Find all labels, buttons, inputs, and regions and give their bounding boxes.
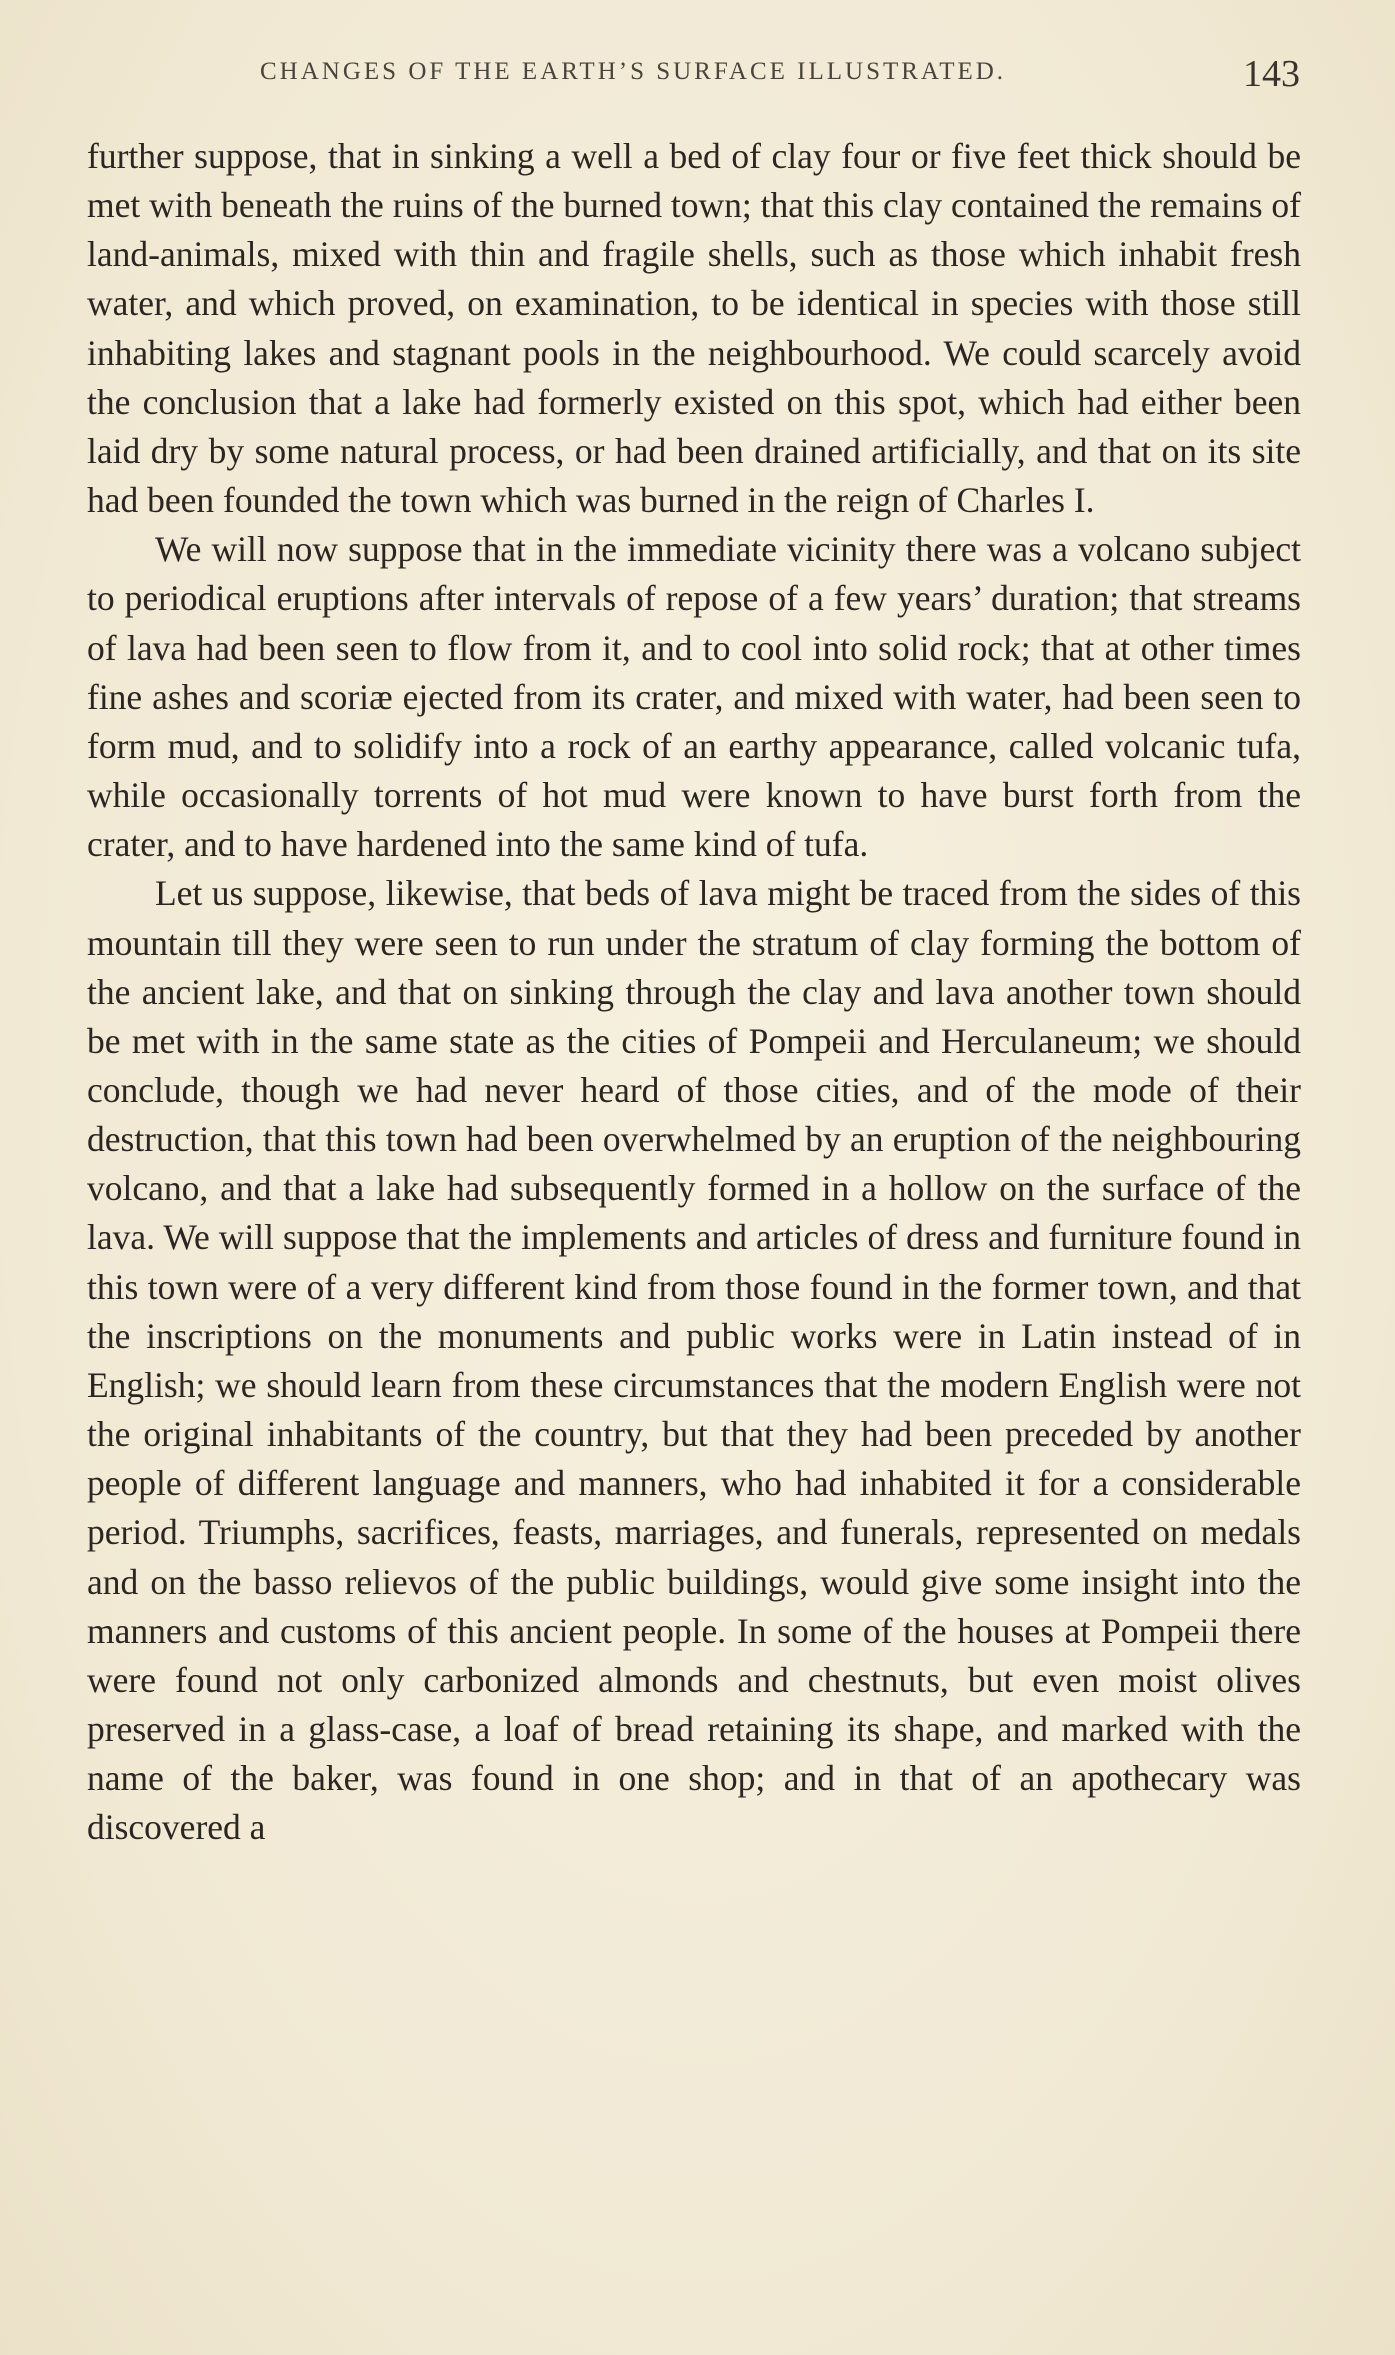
running-head [90,52,1300,102]
paragraph-volcano: We will now suppose that in the immediate vicinity there was a volcano subject to periodical eruptions after intervals of repose of a few years’ duration; that streams of lava had been seen to flow from it, and to cool into solid rock; that at other times fine ashes and scoriæ ejected from its crater, and mixed with water, had been seen to form mud, and to solidify into a rock of an earthy appearance, called volcanic tufa, while occasionally torrents of hot mud were known to have burst forth from the crater, and to have hardened into the same kind of tufa. [87,529,1301,865]
paragraph-continuation: further suppose, that in sinking a well a bed of clay four or five feet thick should be met with beneath the ruins of the burned town; that this clay contained the remains of land-animals, mixed with thin and fragile shells, such as those which inhabit fresh water, and which proved, on examination, to be identical in species with those still inhabiting lakes and stagnant pools in the neighbourhood. We could scarcely avoid the conclusion that a lake had formerly existed on this spot, which had either been laid dry by some natural process, or had been drained artificially, and that on its site had been founded the town which was burned in the reign of Charles I. [87,136,1301,521]
body-text [87,132,1301,1852]
paragraph-pompeii: Let us suppose, likewise, that beds of lava might be traced from the sides of this mountain till they were seen to run under the stratum of clay forming the bottom of the ancient lake, and that on sinking through the clay and lava another town should be met with in the same state as the cities of Pompeii and Herculaneum; we should conclude, though we had never heard of those cities, and of the mode of their destruction, that this town had been overwhelmed by an eruption of the neighbouring volcano, and that a lake had subsequently formed in a hollow on the surface of the lava. We will suppose that the implements and articles of dress and furniture found in this town were of a very different kind from those found in the former town, and that the inscriptions on the monuments and public works were in Latin instead of in English; we should learn from these circumstances that the modern English were not the original inhabitants of the country, but that they had been preceded by another people of different language and manners, who had inhabited it for a considerable period. Triumphs, sacrifices, feasts, marriages, and funerals, represented on medals and on the basso relievos of the public buildings, would give some insight into the manners and customs of this ancient people. In some of the houses at Pompeii there were found not only carbonized almonds and chestnuts, but even moist olives preserved in a glass-case, a loaf of bread retaining its shape, and marked with the name of the baker, was found in one shop; and in that of an apothecary was discovered a [87,873,1301,1848]
running-title: CHANGES OF THE EARTH’S SURFACE ILLUSTRATED. [260,58,1007,85]
page-number: 143 [1243,53,1300,95]
